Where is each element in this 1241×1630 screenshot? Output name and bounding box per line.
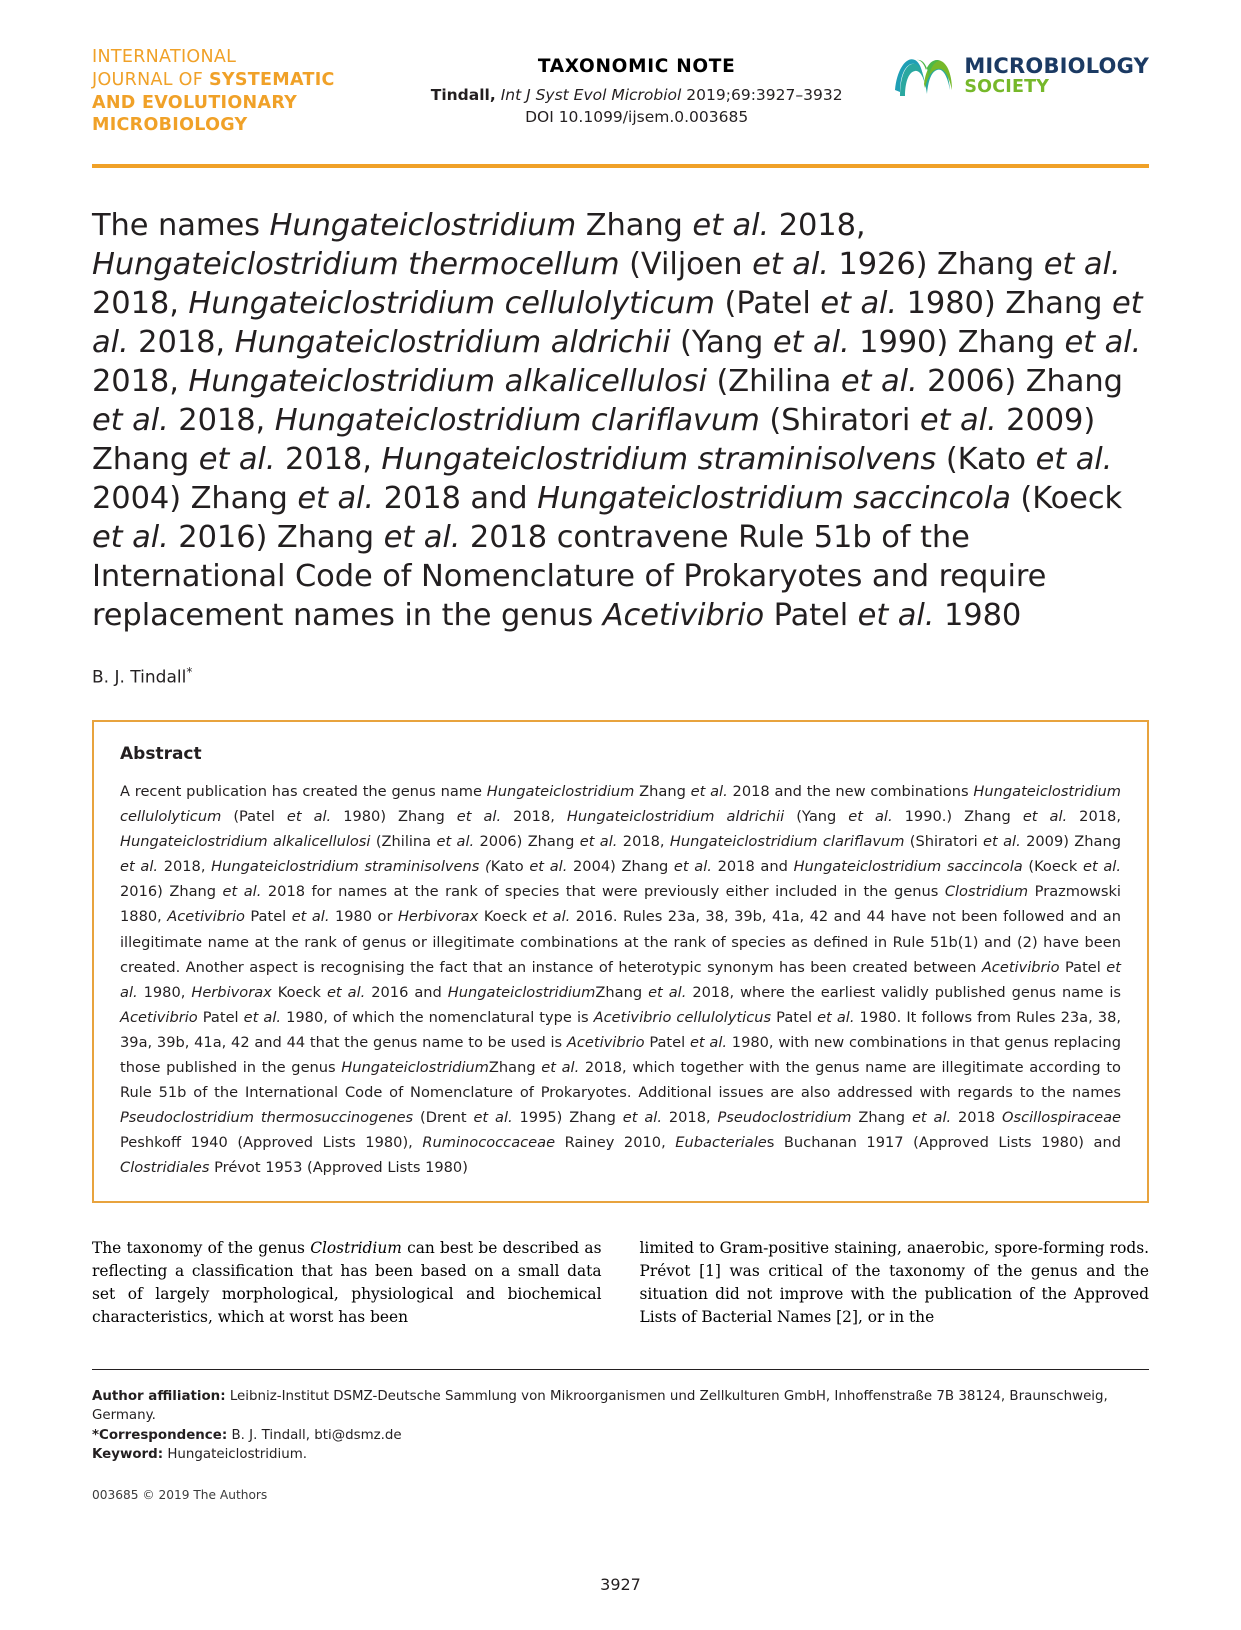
keyword-label: Keyword:: [92, 1447, 164, 1463]
copyright-line: 003685 © 2019 The Authors: [92, 1487, 268, 1502]
society-logo-line-1: MICROBIOLOGY: [964, 53, 1149, 78]
citation-author: Tindall,: [430, 86, 496, 104]
correspondence-label: *Correspondence:: [92, 1427, 228, 1443]
society-logo-text: [964, 53, 1149, 97]
abstract-heading: Abstract: [120, 744, 202, 764]
masthead-line-2: [92, 69, 392, 92]
correspondence-text[interactable]: B. J. Tindall, bti@dsmz.de: [227, 1427, 402, 1443]
citation-volume-pages: 2019;69:3927–3932: [686, 86, 843, 104]
affiliation-label: Author affiliation:: [92, 1388, 226, 1404]
masthead-line-4: MICROBIOLOGY: [92, 115, 248, 136]
page-number: 3927: [600, 1575, 641, 1594]
masthead-line-3: AND EVOLUTIONARY: [92, 92, 298, 113]
microbiology-society-logo: [891, 50, 1149, 102]
author-affiliation: [92, 1387, 1149, 1426]
citation-line: [392, 86, 881, 104]
citation-journal: Int J Syst Evol Microbiol: [500, 86, 682, 104]
author-byline: [92, 665, 1149, 688]
abstract-body: A recent publication has created the genus name Hungateiclostridium Zhang et al. 2018 and the new combinations Hungateiclostridium cellulolyticum (Patel et al. 1980) Zhang et al. 2018, Hungateiclostridium aldrichii (Yang et al. 1990.) Zhang et al. 2018, Hungateiclostridium alkalicellulosi (Zhilina et al. 2006) Zhang et al. 2018, Hungateiclostridium clariflavum (Shiratori et al. 2009) Zhang et al. 2018, Hungateiclostridium straminisolvens (Kato et al. 2004) Zhang et al. 2018 and Hungateiclostridium saccincola (Koeck et al. 2016) Zhang et al. 2018 for names at the rank of species that were previously either included in the genus Clostridium Prazmowski 1880, Acetivibrio Patel et al. 1980 or Herbivorax Koeck et al. 2016. Rules 23a, 38, 39b, 41a, 42 and 44 have not been followed and an illegitimate name at the rank of genus or illegitimate combinations at the rank of species as defined in Rule 51b(1) and (2) have been created. Another aspect is recognising the fact that an instance of heterotypic synonym has been created between Acetivibrio Patel et al. 1980, Herbivorax Koeck et al. 2016 and HungateiclostridiumZhang et al. 2018, where the earliest validly published genus name is Acetivibrio Patel et al. 1980, of which the nomenclatural type is Acetivibrio cellulolyticus Patel et al. 1980. It follows from Rules 23a, 38, 39a, 39b, 41a, 42 and 44 that the genus name to be used is Acetivibrio Patel et al. 1980, with new combinations in that genus replacing those published in the genus HungateiclostridiumZhang et al. 2018, which together with the genus name are illegitimate according to Rule 51b of the International Code of Nomenclature of Prokaryotes. Additional issues are also addressed with regards to the names Pseudoclostridium thermosuccinogenes (Drent et al. 1995) Zhang et al. 2018, Pseudoclostridium Zhang et al. 2018 Oscillospiraceae Peshkoff 1940 (Approved Lists 1980), Ruminococcaceae Rainey 2010, Eubacteriales Buchanan 1917 (Approved Lists 1980) and Clostridiales Prévot 1953 (Approved Lists 1980): [120, 783, 1122, 1177]
article-body: [92, 1237, 1149, 1329]
keyword-text: Hungateiclostridium.: [163, 1447, 308, 1463]
body-column-left: The taxonomy of the genus Clostridium can best be described as reflecting a classification that has been based on a small data set of largely morphological, physiological and biochemical characteristics, which at worst has been: [92, 1238, 602, 1326]
page-title: The names Hungateiclostridium Zhang et al. 2018, Hungateiclostridium thermocellum (Viljoen et al. 1926) Zhang et al. 2018, Hungateiclostridium cellulolyticum (Patel et al. 1980) Zhang et al. 2018, Hungateiclostridium aldrichii (Yang et al. 1990) Zhang et al. 2018, Hungateiclostridium alkalicellulosi (Zhilina et al. 2006) Zhang et al. 2018, Hungateiclostridium clariflavum (Shiratori et al. 2009) Zhang et al. 2018, Hungateiclostridium straminisolvens (Kato et al. 2004) Zhang et al. 2018 and Hungateiclostridium saccincola (Koeck et al. 2016) Zhang et al. 2018 contravene Rule 51b of the International Code of Nomenclature of Prokaryotes and require replacement names in the genus Acetivibrio Patel et al. 1980: [92, 208, 1143, 634]
header-divider-rule: [92, 164, 1149, 168]
society-wave-icon: [891, 50, 955, 102]
corresponding-author-marker: *: [186, 665, 193, 680]
affiliation-text: Leibniz-Institut DSMZ-Deutsche Sammlung von Mikroorganismen und Zellkulturen GmbH, Inhoffenstraße 7B 38124, Braunschweig, Germany.: [92, 1388, 1108, 1424]
journal-masthead: [92, 46, 392, 137]
article-type-label: TAXONOMIC NOTE: [537, 56, 736, 77]
correspondence-line: [92, 1426, 1149, 1445]
page-footer: [92, 1387, 1149, 1504]
keyword-line: [92, 1445, 1149, 1464]
doi-line: DOI 10.1099/ijsem.0.003685: [525, 108, 749, 126]
page-header: [92, 0, 1149, 150]
masthead-line-2-light: JOURNAL OF: [92, 69, 209, 90]
masthead-line-1: INTERNATIONAL: [92, 47, 237, 67]
header-citation-block: [392, 56, 891, 126]
footer-divider-rule: [92, 1369, 1149, 1370]
author-name: B. J. Tindall: [92, 668, 187, 688]
body-column-right: limited to Gram-positive staining, anaerobic, spore-forming rods. Prévot [1] was critical of the taxonomy of the genus and the situation did not improve with the publication of the Approved Lists of Bacterial Names [2], or in the: [639, 1238, 1149, 1326]
masthead-line-2-bold: SYSTEMATIC: [208, 69, 335, 90]
abstract-box: [92, 720, 1149, 1203]
society-logo-line-2: SOCIETY: [964, 76, 1050, 97]
